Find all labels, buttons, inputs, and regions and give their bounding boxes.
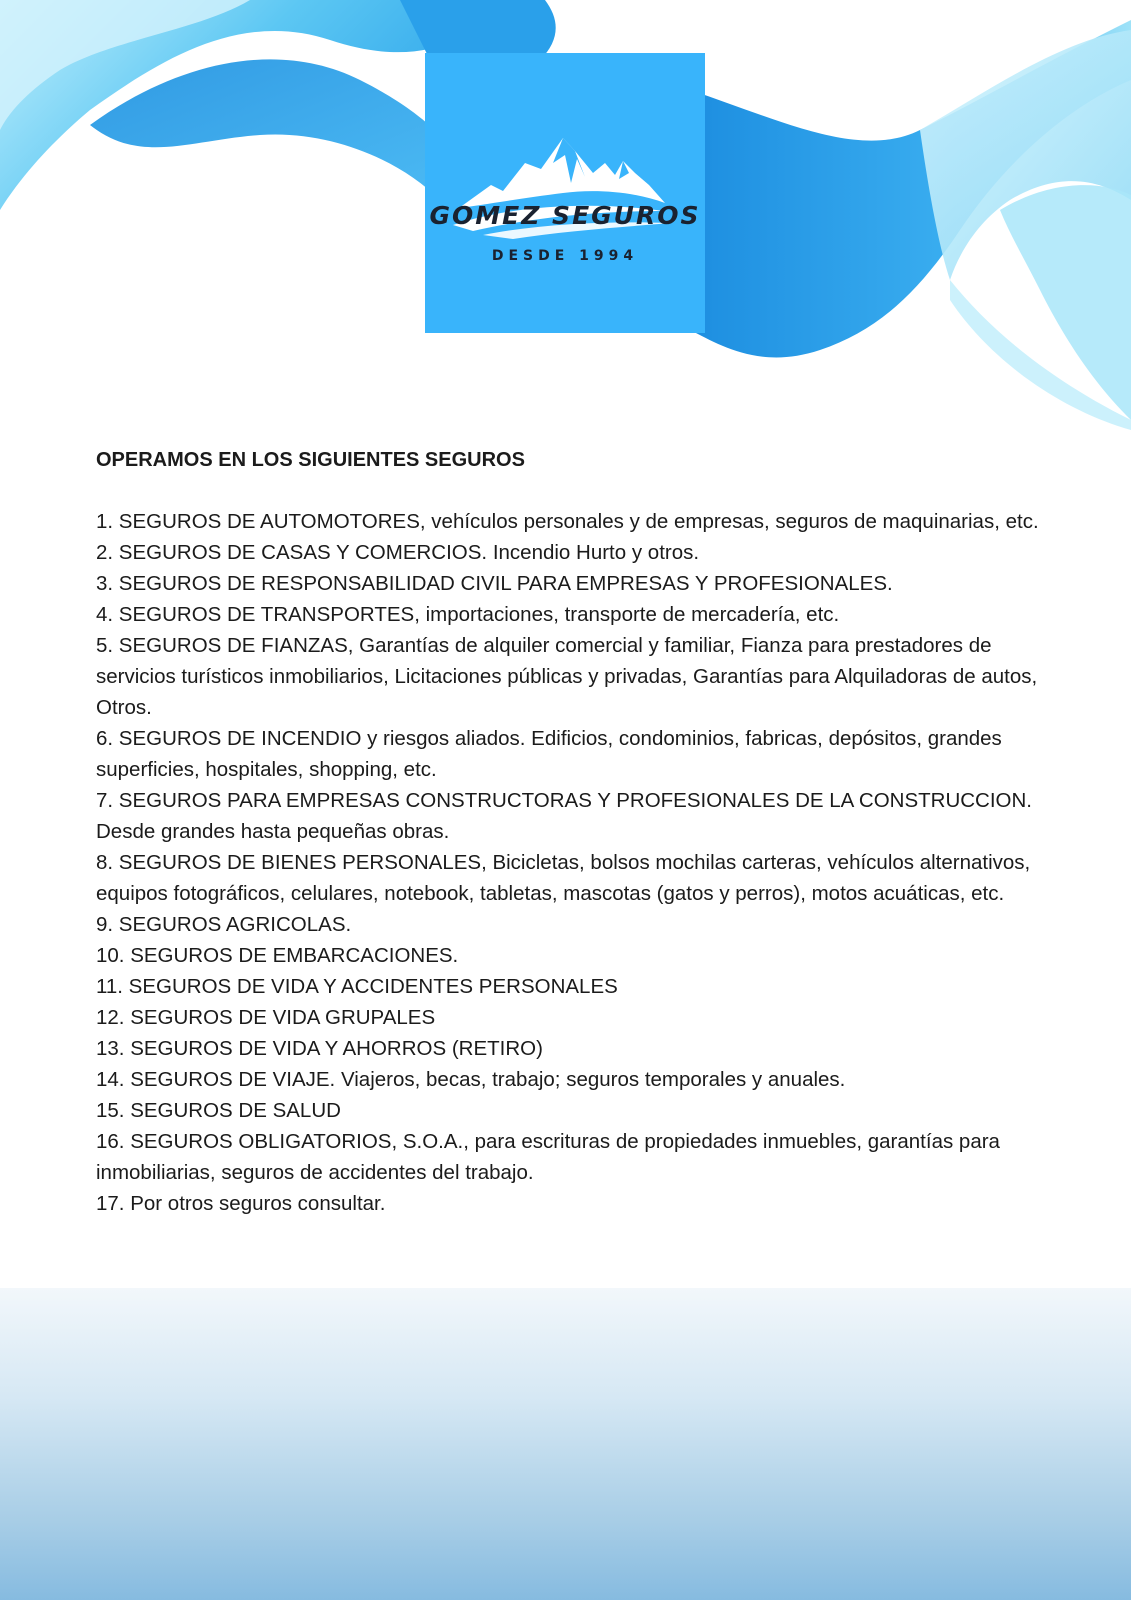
list-item: 2. SEGUROS DE CASAS Y COMERCIOS. Incendio Hurto y otros.	[96, 541, 700, 564]
list-item: 15. SEGUROS DE SALUD	[96, 1099, 341, 1122]
brand-since: DESDE 1994	[491, 248, 639, 264]
section-heading: OPERAMOS EN LOS SIGUIENTES SEGUROS	[96, 449, 525, 471]
list-item: 5. SEGUROS DE FIANZAS, Garantías de alquiler comercial y familiar, Fianza para prestadores de servicios turísticos inmobiliarios, Licitaciones públicas y privadas, Garantías para Alquiladoras de autos, Otros.	[96, 634, 1038, 719]
list-item: 6. SEGUROS DE INCENDIO y riesgos aliados. Edificios, condominios, fabricas, depósitos, grandes superficies, hospitales, shopping, etc.	[96, 727, 1002, 781]
list-item: 17. Por otros seguros consultar.	[96, 1192, 386, 1215]
list-item: 8. SEGUROS DE BIENES PERSONALES, Bicicletas, bolsos mochilas carteras, vehículos alternativos, equipos fotográficos, celulares, notebook, tabletas, mascotas (gatos y perros), motos acuáticas, etc.	[96, 851, 1031, 905]
list-item: 11. SEGUROS DE VIDA Y ACCIDENTES PERSONALES	[96, 975, 618, 998]
logo	[425, 53, 705, 333]
list-item: 4. SEGUROS DE TRANSPORTES, importaciones, transporte de mercadería, etc.	[96, 603, 840, 626]
insurance-list-section	[96, 445, 1056, 1219]
list-item: 7. SEGUROS PARA EMPRESAS CONSTRUCTORAS Y PROFESIONALES DE LA CONSTRUCCION. Desde grandes hasta pequeñas obras.	[96, 789, 1033, 843]
list-item: 12. SEGUROS DE VIDA GRUPALES	[96, 1006, 436, 1029]
list-item: 3. SEGUROS DE RESPONSABILIDAD CIVIL PARA EMPRESAS Y PROFESIONALES.	[96, 572, 893, 595]
list-item: 14. SEGUROS DE VIAJE. Viajeros, becas, trabajo; seguros temporales y anuales.	[96, 1068, 846, 1091]
list-item: 9. SEGUROS AGRICOLAS.	[96, 913, 352, 936]
list-item: 1. SEGUROS DE AUTOMOTORES, vehículos personales y de empresas, seguros de maquinarias, etc.	[96, 510, 1039, 533]
brand-name: GOMEZ SEGUROS	[429, 201, 701, 230]
list-item: 10. SEGUROS DE EMBARCACIONES.	[96, 944, 459, 967]
list-item: 13. SEGUROS DE VIDA Y AHORROS (RETIRO)	[96, 1037, 543, 1060]
list-item: 16. SEGUROS OBLIGATORIOS, S.O.A., para escrituras de propiedades inmuebles, garantías para inmobiliarias, seguros de accidentes del trabajo.	[96, 1130, 1000, 1184]
decorative-bottom-gradient	[0, 1288, 1131, 1600]
insurance-list	[96, 506, 1056, 1219]
